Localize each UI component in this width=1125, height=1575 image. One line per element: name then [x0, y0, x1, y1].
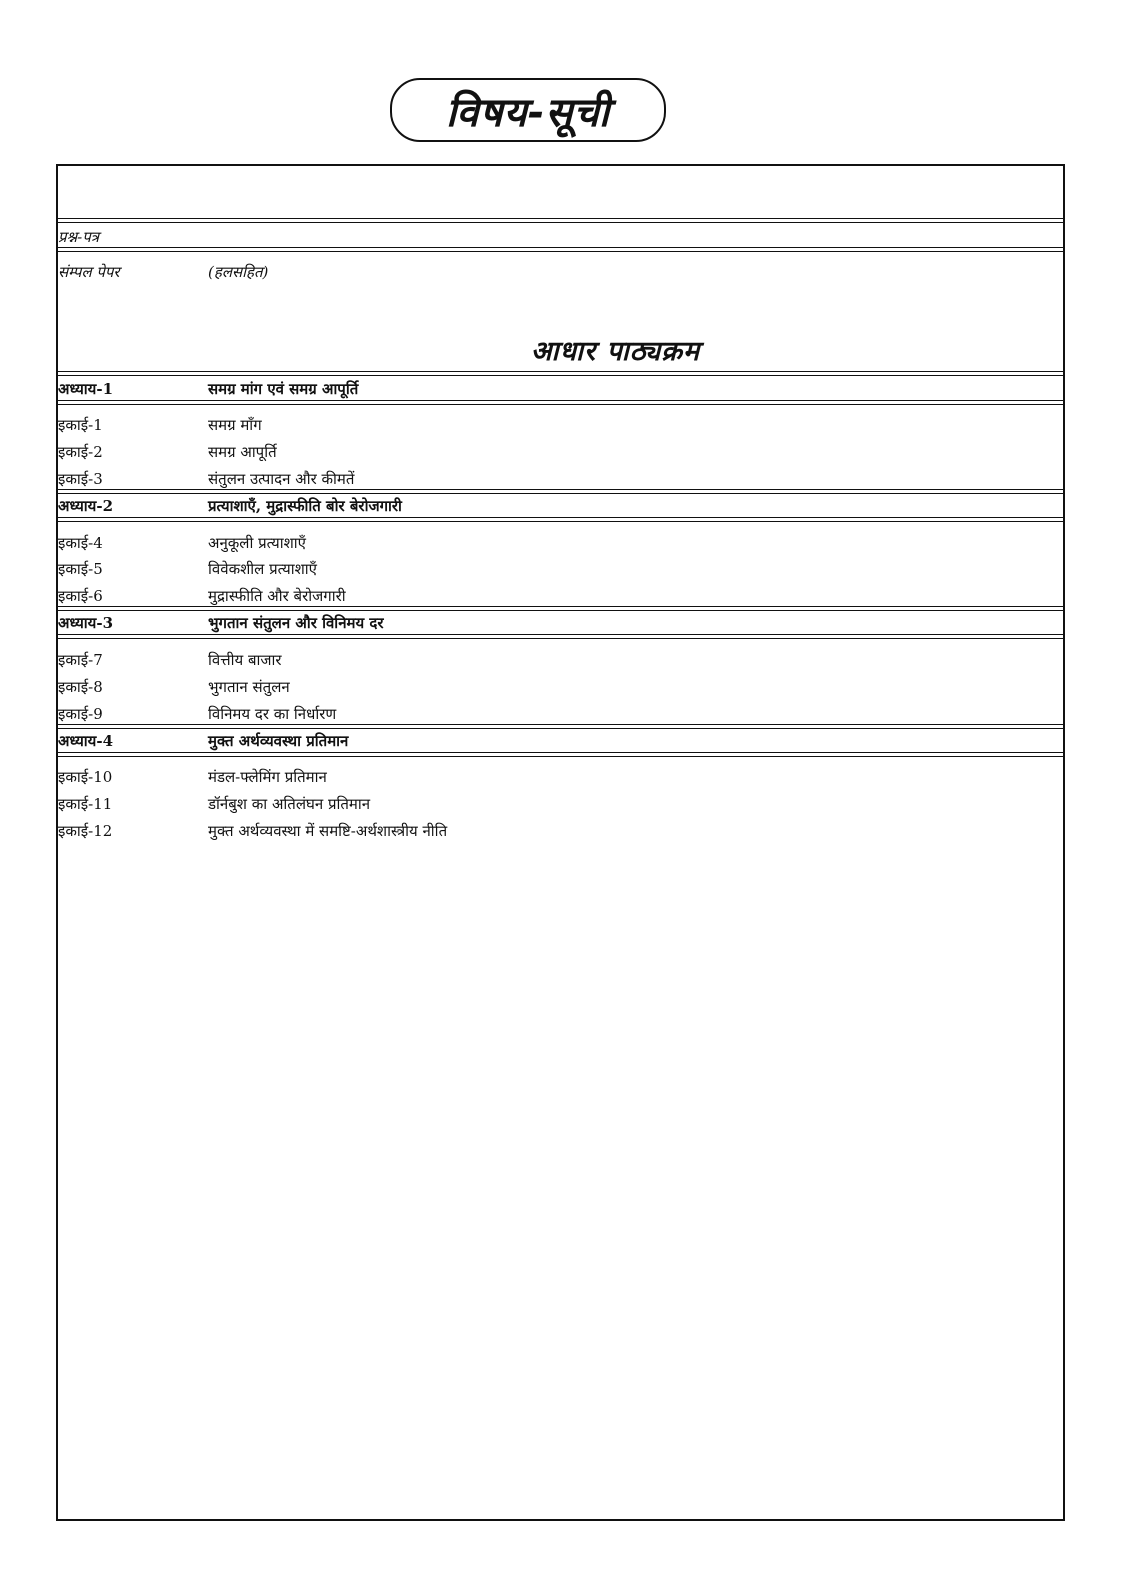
divider [58, 517, 1063, 522]
section-label-question-paper: प्रश्न-पत्र [58, 228, 100, 246]
chapter-title: भुगतान संतुलन और विनिमय दर [208, 614, 384, 632]
unit-title: मंडल-फ्लेमिंग प्रतिमान [208, 768, 327, 786]
unit-label: इकाई-5 [58, 560, 103, 578]
divider [58, 400, 1063, 405]
unit-label: इकाई-10 [58, 768, 113, 786]
chapter-title: समग्र मांग एवं समग्र आपूर्ति [208, 380, 359, 398]
unit-title: मुक्त अर्थव्यवस्था में समष्टि-अर्थशास्त्रीय नीति [208, 822, 448, 840]
unit-label: इकाई-6 [58, 587, 103, 605]
divider [58, 634, 1063, 639]
sample-paper-note: (हलसहित) [208, 263, 269, 281]
divider [58, 371, 1063, 376]
chapter-label: अध्याय-3 [58, 614, 114, 632]
unit-label: इकाई-3 [58, 470, 103, 488]
unit-title: संतुलन उत्पादन और कीमतें [208, 470, 355, 488]
chapter-label: अध्याय-1 [58, 380, 114, 398]
unit-title: वित्तीय बाजार [208, 651, 282, 669]
course-title: आधार पाठ्यक्रम [530, 336, 701, 367]
unit-label: इकाई-4 [58, 534, 103, 552]
unit-label: इकाई-2 [58, 443, 103, 461]
divider [58, 489, 1063, 494]
divider [58, 724, 1063, 729]
unit-title: भुगतान संतुलन [208, 678, 290, 696]
unit-label: इकाई-11 [58, 795, 113, 813]
divider [58, 752, 1063, 757]
contents-frame [56, 164, 1065, 1521]
unit-title: मुद्रास्फीति और बेरोजगारी [208, 587, 346, 605]
chapter-label: अध्याय-4 [58, 732, 114, 750]
unit-label: इकाई-7 [58, 651, 103, 669]
unit-title: समग्र आपूर्ति [208, 443, 277, 461]
divider [58, 606, 1063, 611]
unit-label: इकाई-8 [58, 678, 103, 696]
chapter-title: मुक्त अर्थव्यवस्था प्रतिमान [208, 732, 349, 750]
chapter-label: अध्याय-2 [58, 497, 114, 515]
unit-title: डॉर्नबुश का अतिलंघन प्रतिमान [208, 795, 371, 813]
unit-title: अनुकूली प्रत्याशाएँ [208, 534, 306, 552]
unit-label: इकाई-9 [58, 705, 103, 723]
chapter-title: प्रत्याशाएँ, मुद्रास्फीति बोर बेरोजगारी [208, 497, 402, 515]
unit-label: इकाई-12 [58, 822, 113, 840]
unit-title: विनिमय दर का निर्धारण [208, 705, 337, 723]
unit-label: इकाई-1 [58, 416, 103, 434]
divider [58, 218, 1063, 223]
unit-title: विवेकशील प्रत्याशाएँ [208, 560, 317, 578]
unit-title: समग्र माँग [208, 416, 262, 434]
divider [58, 247, 1063, 252]
page-title: विषय-सूची [390, 78, 666, 142]
sample-paper-label: संम्पल पेपर [58, 263, 120, 281]
